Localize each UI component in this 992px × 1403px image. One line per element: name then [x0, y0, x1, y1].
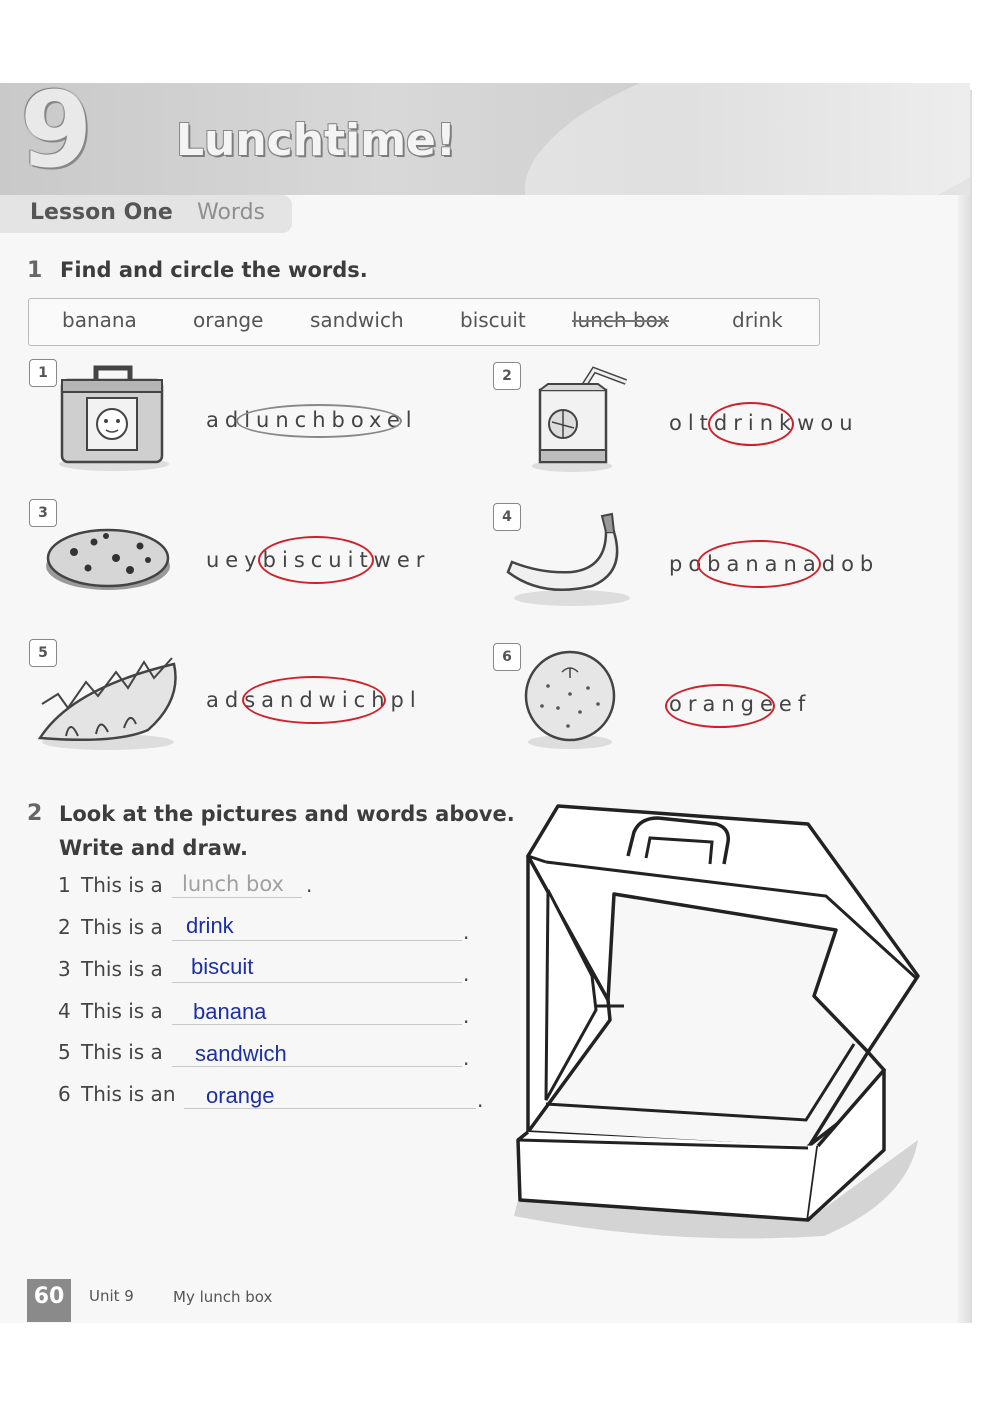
item-number: 3 — [29, 499, 57, 527]
sentence-prefix: This is a — [81, 1040, 163, 1064]
answer-circle — [242, 676, 386, 724]
answer-circle — [708, 402, 794, 446]
word-bank — [28, 298, 820, 346]
sentence-end: . — [463, 920, 470, 944]
sandwich-icon — [36, 648, 180, 752]
sentence-prefix: This is a — [81, 915, 163, 939]
lunch-box-icon — [52, 364, 172, 472]
word-bank-item: biscuit — [460, 308, 526, 332]
exercise-2-number: 2 — [27, 801, 43, 826]
example-answer: lunch box — [182, 872, 284, 896]
item-number: 5 — [29, 639, 57, 667]
banana-icon — [502, 510, 634, 610]
sentence-end: . — [477, 1088, 484, 1112]
sentence-number: 3 — [58, 957, 71, 981]
answer-line — [172, 940, 462, 941]
sentence-prefix: This is an — [81, 1082, 176, 1106]
answer-text[interactable]: biscuit — [191, 954, 254, 979]
sentence-end: . — [463, 1046, 470, 1070]
sentence-number: 2 — [58, 915, 71, 939]
sentence-end: . — [306, 873, 313, 897]
letter-search-row: orangeef — [669, 692, 812, 716]
letter-search-row: adsandwichpl — [206, 688, 422, 712]
biscuit-icon — [44, 520, 172, 592]
sentence-prefix: This is a — [81, 873, 163, 897]
footer-unit: Unit 9 — [89, 1287, 134, 1305]
answer-circle — [665, 684, 775, 728]
sentence-number: 6 — [58, 1082, 71, 1106]
answer-text[interactable]: sandwich — [195, 1041, 287, 1066]
answer-circle — [697, 540, 821, 588]
unit-banner — [0, 83, 970, 195]
open-lunch-box-icon[interactable] — [508, 800, 924, 1246]
sentence-end: . — [463, 1004, 470, 1028]
answer-text[interactable]: banana — [193, 999, 267, 1024]
letter-search-row: pobananadob — [669, 552, 880, 576]
answer-line — [184, 1108, 476, 1109]
answer-line — [172, 897, 302, 898]
sentence-number: 4 — [58, 999, 71, 1023]
word-bank-item: orange — [193, 308, 264, 332]
exercise-2-instruction: Look at the pictures and words above. — [59, 802, 515, 826]
unit-title: Lunchtime! — [176, 115, 456, 166]
word-bank-item: sandwich — [310, 308, 404, 332]
letter-search-row: ueybiscuitwer — [206, 548, 431, 572]
exercise-1-number: 1 — [27, 258, 43, 283]
sentence-prefix: This is a — [81, 957, 163, 981]
sentence-prefix: This is a — [81, 999, 163, 1023]
answer-line — [172, 1024, 462, 1025]
footer-unit-title: My lunch box — [173, 1288, 273, 1306]
word-bank-item: banana — [62, 308, 137, 332]
exercise-1-instruction: Find and circle the words. — [60, 258, 368, 282]
sentence-number: 1 — [58, 873, 71, 897]
lesson-label: Lesson One — [30, 200, 173, 225]
letter-search-row: adlunchboxel — [206, 408, 418, 432]
example-circle — [236, 404, 402, 438]
sentence-end: . — [463, 962, 470, 986]
answer-text[interactable]: orange — [206, 1083, 275, 1108]
juice-box-icon — [528, 362, 634, 474]
answer-line — [172, 982, 462, 983]
sentence-number: 5 — [58, 1040, 71, 1064]
answer-circle — [258, 536, 374, 584]
orange-icon — [518, 646, 622, 750]
item-number: 1 — [29, 359, 57, 387]
item-number: 6 — [493, 643, 521, 671]
page-edge — [958, 90, 972, 1323]
page-number: 60 — [27, 1279, 71, 1322]
exercise-2-instruction-2: Write and draw. — [59, 836, 248, 860]
answer-text[interactable]: drink — [186, 913, 234, 938]
lesson-topic: Words — [197, 200, 266, 225]
item-number: 2 — [493, 362, 521, 390]
item-number: 4 — [493, 503, 521, 531]
unit-number: 9 — [20, 69, 93, 191]
letter-search-row: oltdrinkwou — [669, 411, 859, 435]
word-bank-item: drink — [732, 308, 783, 332]
word-bank-item-crossed: lunch box — [572, 308, 670, 332]
answer-line — [172, 1066, 462, 1067]
